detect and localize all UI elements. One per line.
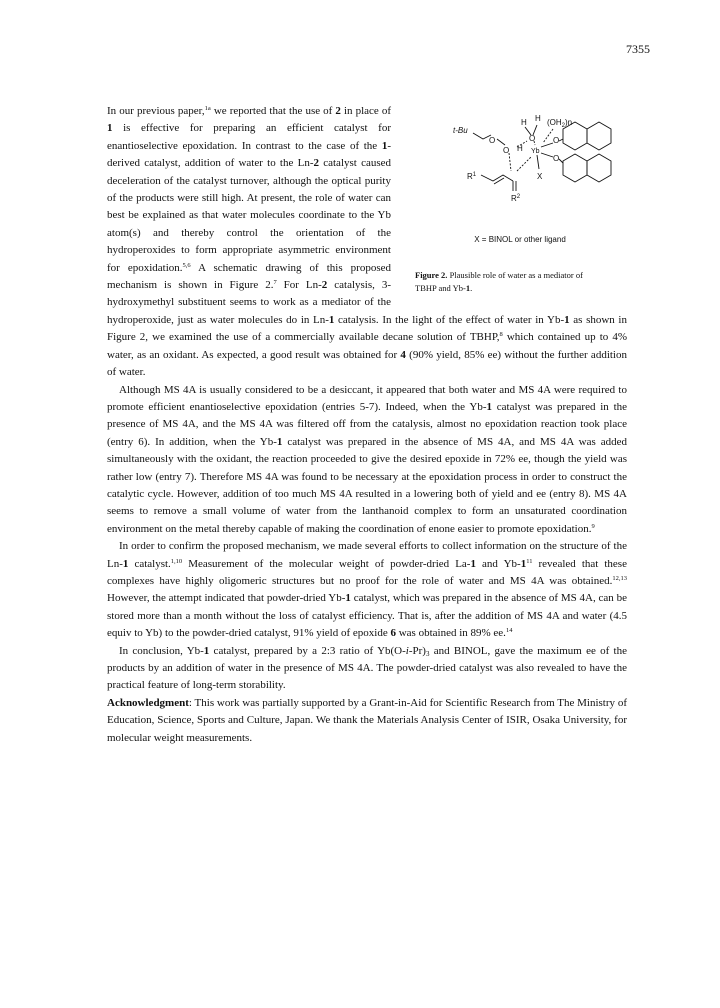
p1-b7: 1	[564, 313, 570, 326]
p1-text7: A schematic drawing of this proposed mechanism is shown in Figure 2.	[107, 261, 391, 292]
p3-b3: 1	[520, 557, 527, 570]
p4-text2: catalyst, prepared by a 2:3 ratio of Yb(O-	[209, 644, 406, 657]
p3-text2: catalyst.	[128, 557, 171, 570]
p1-text13: (90% yield, 85% ee) without the further addition of water.	[107, 348, 627, 379]
p1-ref2: 5,6	[182, 261, 191, 269]
p1-b4: 2	[313, 157, 319, 170]
bond-o-enone	[509, 153, 511, 171]
p4-text4: and BINOL, gave the maximum ee of the products by an addition of water in the presence of MS 4A. The powder-dried catalyst was also revealed to have the practical feature of long-term storability.	[107, 644, 627, 692]
p1-b5: 2	[321, 279, 328, 292]
p3-ref4: 14	[505, 627, 513, 635]
acknowledgment-label: Acknowledgment	[107, 696, 189, 709]
label-h2: H	[535, 114, 541, 123]
p1-text4: is effective for preparing an efficient catalyst for enantioselective epoxidation. In contrast to the case of the	[107, 122, 391, 152]
p1-b2: 1	[107, 122, 113, 135]
label-r2: $R^2$	[511, 194, 521, 203]
figure-caption-end: .	[470, 283, 473, 293]
enone-backbone	[481, 175, 513, 181]
paragraph-2	[107, 382, 627, 539]
acknowledgment	[107, 695, 627, 747]
label-r1: $R^1$	[467, 172, 477, 181]
p1-text2: we reported that the use of	[210, 105, 336, 117]
p2-text3: catalyst was prepared in the absence of MS 4A, and MS 4A was added simultaneously with the oxidant, the reaction proceeded to give the desired epoxide in 72% ee, though the yield was rather low (entry 7). Therefore MS 4A was found to be necessary at the epoxidation process in order to construct the catalytic cycle. However, addition of too much MS 4A resulted in a lowering both of yield and ee (entry 8). MS 4A seems to remove a small volume of water from the lanthanoid complex to form an unsaturated coordination environment on the metal thereby capable of making the coordination of enone easier to promote epoxidation.	[107, 435, 627, 535]
p3-text: In order to confirm the proposed mechanism, we made several efforts to collect information on the structure of the Ln-	[107, 540, 627, 570]
p1-b3: 1	[381, 139, 388, 152]
bond-o-ring-lower	[559, 159, 563, 163]
label-o-2: O	[503, 146, 510, 155]
figure-caption-label: Figure 2.	[415, 270, 448, 280]
p4-sub: 3	[425, 649, 430, 658]
p3-b5: 6	[390, 627, 396, 640]
p1-text: In our previous paper,	[107, 105, 205, 117]
p1-text9: catalysis, 3-hydroxymethyl substituent seems to work as a mediator of the hydroperoxide, just as water molecules do in Ln-	[107, 279, 391, 326]
p3-text4: and Yb-	[475, 557, 521, 570]
figure-x-legend: X = BINOL or other ligand	[474, 235, 566, 244]
bond-yb-o-lower	[541, 153, 553, 157]
paragraph-4	[107, 643, 627, 695]
figure-2-structure-diagram	[413, 109, 627, 229]
acknowledgment-text: : This work was partially supported by a Grant-in-Aid for Scientific Research from The Ministry of Education, Science, Sports and Culture, Japan. We thank the Materials Analysis Center of ISIR, Osaka University, for molecular weight measurements.	[107, 696, 627, 744]
label-o-water: O	[529, 134, 536, 143]
p4-i: i	[405, 644, 409, 657]
p1-ref: 1a	[204, 105, 211, 112]
p1-text6: catalyst caused deceleration of the catalyst turnover, although the optical purity of the products were still high. At present, the role of water can best be explained as that water molecules coordinate to the Yb atom(s) and thereby control the orientation of the hydroperoxides to form appropriate asymmetric environment for epoxidation.	[107, 157, 391, 274]
p3-b1: 1	[122, 557, 129, 570]
label-tbu: t-Bu	[453, 126, 468, 135]
p1-b1: 2	[335, 105, 341, 117]
p3-ref3: 12,13	[612, 574, 627, 582]
p1-ref3: 7	[273, 279, 277, 287]
p2-b2: 1	[276, 435, 283, 448]
p3-text5: revealed that these complexes have highly oligomeric structures but no proof for the role of water and MS 4A was obtained.	[107, 557, 627, 587]
binaphthyl-ring-lower-a	[563, 154, 587, 182]
p3-ref1: 1,10	[170, 557, 183, 565]
paragraph-3	[107, 538, 627, 642]
binaphthyl-ring-lower-b	[587, 154, 611, 182]
p1-text11: as shown in Figure 2, we examined the use of a commercially available decane solution of TBHP,	[107, 313, 627, 344]
p3-text3: Measurement of the molecular weight of powder-dried La-	[182, 557, 471, 570]
bond-o-ring-upper	[559, 139, 563, 141]
p3-b4: 1	[345, 592, 351, 605]
p3-b2: 1	[470, 557, 476, 570]
figure-2	[413, 109, 627, 305]
label-o-binol-upper: O	[553, 136, 560, 145]
bond-yb-x	[537, 155, 539, 169]
p1-text3: in place of	[340, 105, 391, 117]
p1-b6: 1	[328, 313, 335, 326]
bond-enone-yb	[517, 157, 531, 171]
p3-text6: However, the attempt indicated that powder-dried Yb-	[107, 592, 346, 605]
p1-b8: 4	[400, 348, 406, 361]
p1-text12: which contained up to 4% water, as an oxidant. As expected, a good result was obtained for	[107, 331, 627, 361]
p1-text8: For Ln-	[276, 279, 322, 292]
p1-text5: -derived catalyst, addition of water to the Ln-	[107, 139, 391, 170]
bond-water-n	[543, 129, 553, 143]
p4-b1: 1	[203, 644, 210, 657]
figure-caption-text: Plausible role of water as a mediator of TBHP and Yb-	[415, 270, 583, 293]
label-x: X	[537, 172, 543, 181]
enone-double-bond	[494, 178, 504, 184]
label-water: $(OH_2)n$	[547, 118, 573, 129]
label-h1: H	[521, 118, 527, 127]
label-yb: Yb	[531, 148, 540, 155]
p2-text2: catalyst was prepared in the presence of MS 4A, and the MS 4A was filtered off from the catalysis, almost no epoxidation reaction took place (entry 6). In addition, when the Yb-	[107, 400, 628, 448]
p3-ref2: 11	[526, 557, 533, 565]
p1-text10: catalysis. In the light of the effect of water in Yb-	[334, 313, 565, 326]
figure-caption	[415, 269, 605, 295]
figure-caption-bold: 1	[465, 283, 471, 293]
bond-o-o	[497, 139, 505, 145]
label-o-binol-lower: O	[553, 154, 560, 163]
p3-text7: catalyst, which was prepared in the absence of MS 4A, can be stored more than a month without the loss of catalyst efficiency. That is, after the addition of MS 4A and water (4.5 equiv to Yb) to the powder-dried catalyst, 91% yield of epoxide	[107, 592, 627, 640]
p4-text3: -Pr)	[408, 644, 426, 657]
p2-b1: 1	[486, 400, 492, 413]
bond-yb-o-upper	[541, 143, 553, 147]
label-o-1: O	[489, 136, 496, 145]
binaphthyl-ring-upper-b	[587, 122, 611, 150]
label-h3: H	[517, 144, 523, 153]
p2-text: Although MS 4A is usually considered to be a desiccant, it appeared that both water and MS 4A were required to promote efficient enantioselective epoxidation (entries 5-7). Indeed, when the Yb-	[107, 383, 627, 413]
p4-text: In conclusion, Yb-	[119, 644, 204, 657]
page-number: 7355	[626, 42, 650, 56]
p1-ref4: 8	[499, 331, 503, 339]
article-body	[107, 103, 627, 747]
p3-text8: was obtained in 89% ee.	[395, 627, 506, 640]
p2-ref: 9	[591, 522, 595, 530]
